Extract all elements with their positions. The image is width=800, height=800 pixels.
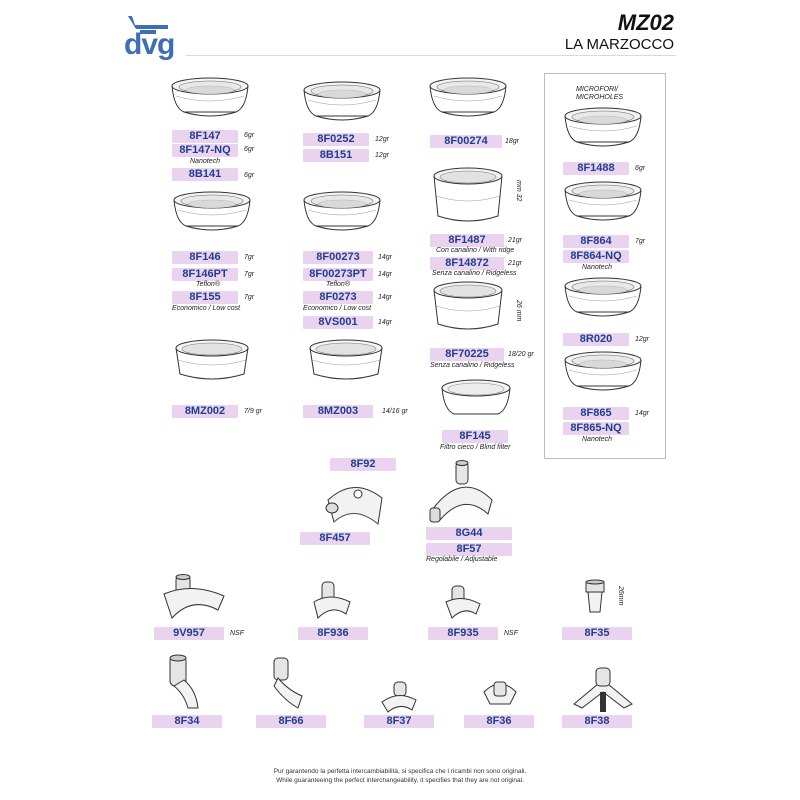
code-8MZ002: 8MZ002 (172, 405, 238, 418)
filter-basket-icon (172, 192, 252, 237)
nsf-label: NSF (230, 630, 244, 637)
weight-label: 7gr (244, 271, 255, 278)
height-dimension: mm 32 (515, 180, 522, 202)
weight-label: 14gr (635, 410, 650, 417)
code-8F1487: 8F1487 (430, 234, 504, 247)
microhole-basket-icon (563, 352, 643, 397)
code-8F865-NQ: 8F865-NQ (563, 422, 629, 435)
code-8F864: 8F864 (563, 235, 629, 248)
height-dimension: 26 mm (515, 300, 522, 322)
code-8F66: 8F66 (256, 715, 326, 728)
microholes-title-2: MICROHOLES (576, 94, 624, 101)
code-8F0273: 8F0273 (303, 291, 373, 304)
code-8F37: 8F37 (364, 715, 434, 728)
code-8F865: 8F865 (563, 407, 629, 420)
code-8F145: 8F145 (442, 430, 508, 443)
ridge-note: Con canalino / With ridge (436, 247, 515, 254)
code-8F70225: 8F70225 (430, 348, 504, 361)
code-8F38: 8F38 (562, 715, 632, 728)
code-8B151: 8B151 (303, 149, 369, 162)
variant-note: Economico / Low cost (172, 305, 241, 312)
filter-basket-icon (172, 340, 252, 390)
variant-note: Economico / Low cost (303, 305, 372, 312)
code-8F147: 8F147 (172, 130, 238, 143)
weight-label: 7gr (635, 238, 646, 245)
code-8F864-NQ: 8F864-NQ (563, 250, 629, 263)
weight-label: 6gr (244, 132, 255, 139)
weight-label: 14gr (378, 319, 393, 326)
spout-icon (162, 654, 212, 714)
spout-icon (480, 674, 520, 714)
weight-label: 12gr (635, 336, 650, 343)
dvg-logo (122, 12, 192, 62)
microhole-basket-icon (563, 278, 643, 323)
filter-basket-icon (170, 78, 250, 123)
nozzle-icon (580, 580, 610, 625)
code-9V957: 9V957 (154, 627, 224, 640)
weight-label: 6gr (244, 172, 255, 179)
code-8F00274: 8F00274 (430, 135, 502, 148)
weight-label: 18gr (505, 138, 520, 145)
code-8VS001: 8VS001 (303, 316, 373, 329)
weight-label: 12gr (375, 152, 390, 159)
weight-label: 18/20 gr (508, 351, 534, 358)
spout-icon (444, 584, 494, 624)
manufacturer-name: LA MARZOCCO (564, 36, 674, 53)
weight-label: 6gr (244, 146, 255, 153)
code-8F1488: 8F1488 (563, 162, 629, 175)
header-divider (186, 55, 676, 56)
code-8F92: 8F92 (330, 458, 396, 471)
code-8F14872: 8F14872 (430, 257, 504, 270)
weight-label: 21gr (508, 237, 523, 244)
spout-icon (162, 572, 232, 622)
double-spout-icon (318, 478, 388, 528)
code-8F146: 8F146 (172, 251, 238, 264)
footer-disclaimer-it: Pur garantendo la perfetta intercambiabilità, si specifica che i ricambi non sono originali. (273, 768, 527, 775)
code-8F935: 8F935 (428, 627, 498, 640)
filter-basket-icon (428, 78, 508, 123)
variant-note: Nanotech (582, 264, 612, 271)
blind-filter-note: Filtro cieco / Blind filter (440, 444, 511, 451)
height-dimension: 26mm (617, 586, 624, 606)
code-8F146PT: 8F146PT (172, 268, 238, 281)
code-8F00273: 8F00273 (303, 251, 373, 264)
variant-note: Nanotech (190, 158, 220, 165)
code-8MZ003: 8MZ003 (303, 405, 373, 418)
code-8F936: 8F936 (298, 627, 368, 640)
footer-disclaimer-en: While guaranteeing the perfect interchangeability, it specifies that they are not original. (276, 777, 524, 784)
code-8F00273PT: 8F00273PT (303, 268, 373, 281)
weight-label: 14gr (378, 294, 393, 301)
code-8F36: 8F36 (464, 715, 534, 728)
ridge-note: Senza canalino / Ridgeless (430, 362, 515, 369)
model-title: MZ02 (617, 10, 674, 35)
spout-icon (380, 680, 420, 714)
spout-icon (268, 656, 318, 714)
weight-label: 21gr (508, 260, 523, 267)
deep-filter-basket-icon (430, 168, 510, 228)
code-8G44: 8G44 (426, 527, 512, 540)
code-8F155: 8F155 (172, 291, 238, 304)
weight-label: 6gr (635, 165, 646, 172)
microhole-basket-icon (563, 108, 643, 153)
weight-label: 7gr (244, 254, 255, 261)
filter-basket-icon (302, 82, 382, 127)
spout-icon (310, 580, 360, 625)
weight-label: 7/9 gr (244, 408, 262, 415)
ridge-note: Senza canalino / Ridgeless (432, 270, 517, 277)
blind-filter-icon (438, 380, 518, 425)
microhole-basket-icon (563, 182, 643, 227)
code-8F35: 8F35 (562, 627, 632, 640)
weight-label: 14gr (378, 254, 393, 261)
code-8R020: 8R020 (563, 333, 629, 346)
weight-label: 7gr (244, 294, 255, 301)
coating-note: Teflon® (196, 281, 220, 288)
code-8F0252: 8F0252 (303, 133, 369, 146)
code-8F57: 8F57 (426, 543, 512, 556)
coating-note: Teflon® (326, 281, 350, 288)
microholes-title-1: MICROFORI/ (576, 86, 618, 93)
filter-basket-icon (306, 340, 386, 390)
adjustable-spout-icon (426, 460, 496, 525)
nsf-label: NSF (504, 630, 518, 637)
brand-name: dvg (124, 28, 175, 61)
deep-filter-basket-icon (430, 282, 510, 342)
adjustable-note: Regolabile / Adjustable (426, 556, 498, 563)
code-8F34: 8F34 (152, 715, 222, 728)
triple-spout-icon (568, 664, 638, 714)
code-8B141: 8B141 (172, 168, 238, 181)
variant-note: Nanotech (582, 436, 612, 443)
filter-basket-icon (302, 192, 382, 237)
code-8F147-NQ: 8F147-NQ (172, 144, 238, 157)
weight-label: 12gr (375, 136, 390, 143)
code-8F457: 8F457 (300, 532, 370, 545)
weight-label: 14gr (378, 271, 393, 278)
weight-label: 14/16 gr (382, 408, 408, 415)
